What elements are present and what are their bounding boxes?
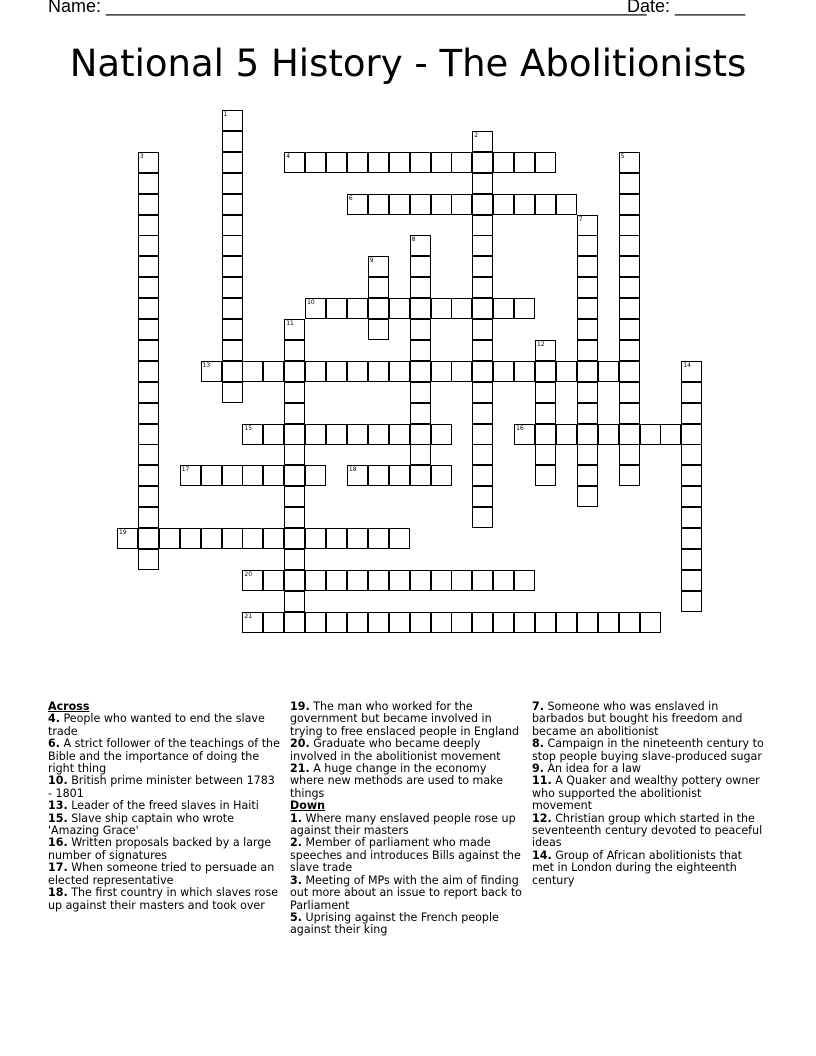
crossword-cell[interactable] bbox=[368, 277, 389, 298]
crossword-cell[interactable] bbox=[577, 612, 598, 633]
clue-number: 5 bbox=[620, 152, 625, 160]
crossword-cell[interactable] bbox=[431, 298, 452, 319]
crossword-cell[interactable] bbox=[138, 486, 159, 507]
crossword-cell[interactable] bbox=[472, 194, 493, 215]
crossword-cell[interactable] bbox=[472, 277, 493, 298]
crossword-cell[interactable] bbox=[535, 382, 556, 403]
date-field[interactable]: Date: _______ bbox=[627, 0, 746, 16]
page-title: National 5 History - The Abolitionists bbox=[69, 42, 747, 85]
crossword-cell[interactable] bbox=[410, 465, 431, 486]
crossword-cell[interactable] bbox=[284, 612, 305, 633]
crossword-cell[interactable] bbox=[619, 256, 640, 277]
crossword-cell[interactable] bbox=[619, 340, 640, 361]
crossword-cell[interactable] bbox=[347, 194, 368, 215]
crossword-cell[interactable] bbox=[431, 152, 452, 173]
crossword-cell[interactable] bbox=[619, 424, 640, 445]
crossword-cell[interactable] bbox=[472, 361, 493, 382]
crossword-cell[interactable] bbox=[598, 612, 619, 633]
crossword-cell[interactable] bbox=[138, 256, 159, 277]
crossword-cell[interactable] bbox=[347, 465, 368, 486]
crossword-cell[interactable] bbox=[368, 570, 389, 591]
crossword-cell[interactable] bbox=[138, 215, 159, 236]
crossword-cell[interactable] bbox=[493, 152, 514, 173]
crossword-cell[interactable] bbox=[556, 194, 577, 215]
crossword-cell[interactable] bbox=[284, 528, 305, 549]
crossword-cell[interactable] bbox=[305, 361, 326, 382]
crossword-cell[interactable] bbox=[222, 131, 243, 152]
crossword-cell[interactable] bbox=[577, 298, 598, 319]
crossword-cell[interactable] bbox=[431, 465, 452, 486]
down-clue: 9. An idea for a law bbox=[532, 762, 641, 776]
crossword-cell[interactable] bbox=[451, 298, 472, 319]
clue-number: 19 bbox=[119, 529, 127, 536]
across-heading: Across bbox=[48, 700, 90, 713]
name-field[interactable]: Name: ______________________________________________________ bbox=[48, 0, 647, 16]
crossword-cell[interactable] bbox=[535, 152, 556, 173]
crossword-cell[interactable] bbox=[410, 444, 431, 465]
crossword-cell[interactable] bbox=[263, 570, 284, 591]
crossword-cell[interactable] bbox=[431, 194, 452, 215]
crossword-cell[interactable] bbox=[577, 235, 598, 256]
crossword-cell[interactable] bbox=[577, 382, 598, 403]
crossword-cell[interactable] bbox=[410, 612, 431, 633]
down-clue: 1. Where many enslaved people rose up against their masters bbox=[290, 811, 516, 838]
crossword-cell[interactable] bbox=[472, 570, 493, 591]
crossword-cell[interactable] bbox=[619, 235, 640, 256]
crossword-cell[interactable] bbox=[138, 152, 159, 173]
crossword-cell[interactable] bbox=[619, 444, 640, 465]
crossword-cell[interactable] bbox=[284, 465, 305, 486]
crossword-cell[interactable] bbox=[117, 528, 138, 549]
crossword-cell[interactable] bbox=[472, 319, 493, 340]
crossword-cell[interactable] bbox=[389, 424, 410, 445]
crossword-cell[interactable] bbox=[222, 152, 243, 173]
crossword-cell[interactable] bbox=[263, 612, 284, 633]
clues-column-1 bbox=[48, 701, 280, 912]
crossword-cell[interactable] bbox=[326, 528, 347, 549]
crossword-cell[interactable] bbox=[472, 256, 493, 277]
across-clue: 10. British prime minister between 1783 - 1801 bbox=[48, 774, 275, 800]
crossword-cell[interactable] bbox=[222, 340, 243, 361]
crossword-cell[interactable] bbox=[222, 277, 243, 298]
crossword-cell[interactable] bbox=[326, 298, 347, 319]
crossword-cell[interactable] bbox=[681, 444, 702, 465]
clue-number: 18 bbox=[348, 466, 357, 474]
crossword-cell[interactable] bbox=[681, 486, 702, 507]
crossword-cell[interactable] bbox=[284, 424, 305, 445]
down-clue: 2. Member of parliament who made speeches and introduces Bills against the slave trade bbox=[290, 836, 521, 875]
crossword-cell[interactable] bbox=[535, 403, 556, 424]
crossword-cell[interactable] bbox=[431, 570, 452, 591]
down-clue: 14. Group of African abolitionists that met in London during the eighteenth century bbox=[532, 848, 742, 887]
crossword-cell[interactable] bbox=[347, 361, 368, 382]
crossword-cell[interactable] bbox=[451, 612, 472, 633]
crossword-cell[interactable] bbox=[368, 424, 389, 445]
crossword-cell[interactable] bbox=[389, 361, 410, 382]
crossword-cell[interactable] bbox=[305, 465, 326, 486]
crossword-cell[interactable] bbox=[577, 215, 598, 236]
crossword-cell[interactable] bbox=[284, 382, 305, 403]
crossword-cell[interactable] bbox=[201, 528, 222, 549]
crossword-cell[interactable] bbox=[389, 528, 410, 549]
crossword-cell[interactable] bbox=[389, 194, 410, 215]
crossword-cell[interactable] bbox=[598, 361, 619, 382]
crossword-cell[interactable] bbox=[284, 403, 305, 424]
clue-number: 4 bbox=[286, 152, 291, 160]
crossword-cell[interactable] bbox=[598, 424, 619, 445]
crossword-cell[interactable] bbox=[619, 298, 640, 319]
crossword-cell[interactable] bbox=[284, 444, 305, 465]
crossword-cell[interactable] bbox=[263, 361, 284, 382]
crossword-cell[interactable] bbox=[389, 465, 410, 486]
crossword-cell[interactable] bbox=[242, 361, 263, 382]
clue-number: 14 bbox=[683, 361, 691, 369]
crossword-cell[interactable] bbox=[305, 570, 326, 591]
crossword-cell[interactable] bbox=[472, 465, 493, 486]
crossword-cell[interactable] bbox=[326, 424, 347, 445]
crossword-cell[interactable] bbox=[138, 173, 159, 194]
crossword-cell[interactable] bbox=[577, 256, 598, 277]
crossword-cell[interactable] bbox=[514, 152, 535, 173]
crossword-cell[interactable] bbox=[347, 424, 368, 445]
crossword-cell[interactable] bbox=[138, 235, 159, 256]
crossword-cell[interactable] bbox=[326, 612, 347, 633]
crossword-cell[interactable] bbox=[222, 382, 243, 403]
crossword-cell[interactable] bbox=[681, 549, 702, 570]
crossword-cell[interactable] bbox=[138, 340, 159, 361]
crossword-cell[interactable] bbox=[368, 319, 389, 340]
crossword-cell[interactable] bbox=[284, 152, 305, 173]
crossword-cell[interactable] bbox=[242, 570, 263, 591]
crossword-cell[interactable] bbox=[347, 528, 368, 549]
crossword-cell[interactable] bbox=[138, 465, 159, 486]
crossword-cell[interactable] bbox=[410, 361, 431, 382]
crossword-cell[interactable] bbox=[284, 486, 305, 507]
down-clue: 3. Meeting of MPs with the aim of finding out more about an issue to report back to Parliament bbox=[290, 873, 522, 912]
crossword-cell[interactable] bbox=[368, 612, 389, 633]
crossword-cell[interactable] bbox=[368, 152, 389, 173]
crossword-cell[interactable] bbox=[242, 424, 263, 445]
crossword-cell[interactable] bbox=[472, 298, 493, 319]
across-clue: 17. When someone tried to persuade an elected representative bbox=[48, 861, 275, 887]
crossword-cell[interactable] bbox=[410, 194, 431, 215]
crossword-cell[interactable] bbox=[640, 612, 661, 633]
crossword-cell[interactable] bbox=[222, 110, 243, 131]
crossword-cell[interactable] bbox=[493, 361, 514, 382]
clue-number: 11 bbox=[286, 320, 294, 327]
crossword-cell[interactable] bbox=[263, 465, 284, 486]
crossword-cell[interactable] bbox=[619, 277, 640, 298]
crossword-cell[interactable] bbox=[681, 570, 702, 591]
crossword-cell[interactable] bbox=[138, 549, 159, 570]
crossword-cell[interactable] bbox=[410, 235, 431, 256]
clue-number: 16 bbox=[516, 424, 524, 432]
crossword-cell[interactable] bbox=[472, 424, 493, 445]
across-clue: 16. Written proposals backed by a large number of signatures bbox=[48, 836, 272, 862]
crossword-cell[interactable] bbox=[180, 528, 201, 549]
crossword-cell[interactable] bbox=[493, 194, 514, 215]
crossword-cell[interactable] bbox=[222, 361, 243, 382]
clue-number: 21 bbox=[244, 612, 253, 620]
across-clue: 18. The first country in which slaves rose up against their masters and took over bbox=[48, 886, 279, 912]
crossword-cell[interactable] bbox=[368, 194, 389, 215]
crossword-cell[interactable] bbox=[138, 424, 159, 445]
clue-number: 12 bbox=[537, 340, 545, 348]
crossword-cell[interactable] bbox=[681, 591, 702, 612]
crossword-cell[interactable] bbox=[305, 298, 326, 319]
across-clue: 21. A huge change in the economy where new methods are used to make things bbox=[290, 762, 503, 800]
crossword-cell[interactable] bbox=[619, 152, 640, 173]
crossword-cell[interactable] bbox=[305, 528, 326, 549]
crossword-cell[interactable] bbox=[410, 319, 431, 340]
crossword-cell[interactable] bbox=[681, 465, 702, 486]
crossword-cell[interactable] bbox=[514, 361, 535, 382]
crossword-cell[interactable] bbox=[514, 298, 535, 319]
crossword-cell[interactable] bbox=[472, 486, 493, 507]
crossword-cell[interactable] bbox=[305, 152, 326, 173]
crossword-cell[interactable] bbox=[577, 340, 598, 361]
clue-number: 13 bbox=[202, 361, 211, 369]
crossword-cell[interactable] bbox=[535, 340, 556, 361]
clue-number: 1 bbox=[223, 111, 228, 118]
crossword-cell[interactable] bbox=[389, 570, 410, 591]
crossword-cell[interactable] bbox=[681, 403, 702, 424]
crossword-cell[interactable] bbox=[410, 403, 431, 424]
crossword-cell[interactable] bbox=[138, 444, 159, 465]
clue-number: 9 bbox=[369, 257, 374, 265]
crossword-cell[interactable] bbox=[619, 215, 640, 236]
crossword-cell[interactable] bbox=[451, 152, 472, 173]
down-clue: 8. Campaign in the nineteenth century to stop people buying slave-produced sugar bbox=[532, 737, 764, 763]
crossword-cell[interactable] bbox=[514, 612, 535, 633]
clue-number: 3 bbox=[139, 152, 144, 160]
crossword-cell[interactable] bbox=[368, 361, 389, 382]
crossword-cell[interactable] bbox=[138, 319, 159, 340]
crossword-cell[interactable] bbox=[535, 612, 556, 633]
crossword-cell[interactable] bbox=[619, 403, 640, 424]
crossword-cell[interactable] bbox=[535, 465, 556, 486]
crossword-cell[interactable] bbox=[493, 570, 514, 591]
crossword-cell[interactable] bbox=[577, 465, 598, 486]
clue-number: 10 bbox=[307, 299, 315, 307]
crossword-cell[interactable] bbox=[410, 152, 431, 173]
crossword-cell[interactable] bbox=[472, 382, 493, 403]
crossword-cell[interactable] bbox=[577, 361, 598, 382]
crossword-cell[interactable] bbox=[472, 403, 493, 424]
crossword-cell[interactable] bbox=[201, 465, 222, 486]
crossword-cell[interactable] bbox=[681, 361, 702, 382]
clue-number: 17 bbox=[181, 466, 190, 474]
across-clue: 15. Slave ship captain who wrote 'Amazing Grace' bbox=[48, 811, 234, 838]
crossword-cell[interactable] bbox=[222, 465, 243, 486]
clue-number: 2 bbox=[474, 131, 479, 139]
across-clue: 19. The man who worked for the government but became involved in trying to free enslaced people in England bbox=[290, 700, 520, 738]
across-clue: 20. Graduate who became deeply involved in the abolitionist movement bbox=[290, 737, 501, 763]
crossword-cell[interactable] bbox=[347, 570, 368, 591]
crossword-cell[interactable] bbox=[410, 298, 431, 319]
crossword-cell[interactable] bbox=[410, 570, 431, 591]
crossword-cell[interactable] bbox=[472, 152, 493, 173]
crossword-cell[interactable] bbox=[660, 424, 681, 445]
crossword-cell[interactable] bbox=[577, 486, 598, 507]
crossword-cell[interactable] bbox=[347, 298, 368, 319]
crossword-cell[interactable] bbox=[138, 382, 159, 403]
crossword-cell[interactable] bbox=[577, 444, 598, 465]
down-clue: 7. Someone who was enslaved in barbados but bought his freedom and became an abolitionist bbox=[532, 700, 743, 738]
crossword-cell[interactable] bbox=[410, 424, 431, 445]
crossword-cell[interactable] bbox=[514, 424, 535, 445]
crossword-cell[interactable] bbox=[535, 444, 556, 465]
crossword-cell[interactable] bbox=[222, 235, 243, 256]
crossword-cell[interactable] bbox=[556, 361, 577, 382]
crossword-cell[interactable] bbox=[619, 382, 640, 403]
crossword-cell[interactable] bbox=[138, 507, 159, 528]
crossword-cell[interactable] bbox=[284, 570, 305, 591]
crossword-cell[interactable] bbox=[326, 361, 347, 382]
crossword-cell[interactable] bbox=[138, 194, 159, 215]
crossword-cell[interactable] bbox=[410, 256, 431, 277]
crossword-cell[interactable] bbox=[514, 570, 535, 591]
crossword-cell[interactable] bbox=[284, 549, 305, 570]
crossword-cell[interactable] bbox=[577, 403, 598, 424]
down-clue: 11. A Quaker and wealthy pottery owner who supported the abolitionist movement bbox=[532, 774, 760, 813]
crossword-cell[interactable] bbox=[242, 528, 263, 549]
crossword-cell[interactable] bbox=[284, 340, 305, 361]
crossword-cell[interactable] bbox=[640, 424, 661, 445]
crossword-cell[interactable] bbox=[284, 591, 305, 612]
down-heading: Down bbox=[290, 799, 325, 813]
crossword-cell[interactable] bbox=[472, 235, 493, 256]
crossword-cell[interactable] bbox=[222, 319, 243, 340]
crossword-cell[interactable] bbox=[681, 424, 702, 445]
crossword-cell[interactable] bbox=[368, 465, 389, 486]
crossword-cell[interactable] bbox=[389, 298, 410, 319]
crossword-cell[interactable] bbox=[619, 361, 640, 382]
crossword-cell[interactable] bbox=[556, 424, 577, 445]
crossword-cell[interactable] bbox=[577, 319, 598, 340]
crossword-cell[interactable] bbox=[619, 319, 640, 340]
crossword-cell[interactable] bbox=[431, 424, 452, 445]
crossword-cell[interactable] bbox=[222, 256, 243, 277]
crossword-cell[interactable] bbox=[681, 382, 702, 403]
down-clue: 5. Uprising against the French people against their king bbox=[290, 910, 499, 937]
crossword-cell[interactable] bbox=[472, 612, 493, 633]
across-clue: 4. People who wanted to end the slave trade bbox=[48, 712, 265, 738]
crossword-cell[interactable] bbox=[389, 612, 410, 633]
crossword-cell[interactable] bbox=[619, 194, 640, 215]
crossword-cell[interactable] bbox=[222, 194, 243, 215]
crossword-cell[interactable] bbox=[368, 256, 389, 277]
crossword-cell[interactable] bbox=[619, 612, 640, 633]
crossword-cell[interactable] bbox=[242, 465, 263, 486]
clues-column-2 bbox=[290, 701, 522, 937]
clue-number: 15 bbox=[244, 424, 253, 432]
crossword-cell[interactable] bbox=[222, 298, 243, 319]
crossword-cell[interactable] bbox=[577, 424, 598, 445]
crossword-cell[interactable] bbox=[410, 340, 431, 361]
clue-number: 20 bbox=[244, 570, 253, 578]
crossword-cell[interactable] bbox=[284, 507, 305, 528]
crossword-cell[interactable] bbox=[159, 528, 180, 549]
crossword-cell[interactable] bbox=[472, 507, 493, 528]
crossword-cell[interactable] bbox=[138, 277, 159, 298]
crossword-cell[interactable] bbox=[347, 152, 368, 173]
down-clue: 12. Christian group which started in the seventeenth century devoted to peaceful ideas bbox=[532, 811, 763, 850]
crossword-cell[interactable] bbox=[556, 612, 577, 633]
crossword-cell[interactable] bbox=[472, 173, 493, 194]
clue-number: 6 bbox=[348, 194, 353, 202]
crossword-cell[interactable] bbox=[284, 319, 305, 340]
crossword-cell[interactable] bbox=[180, 465, 201, 486]
crossword-cell[interactable] bbox=[431, 612, 452, 633]
crossword-cell[interactable] bbox=[472, 131, 493, 152]
crossword-cell[interactable] bbox=[222, 173, 243, 194]
crossword-cell[interactable] bbox=[472, 444, 493, 465]
crossword-cell[interactable] bbox=[472, 340, 493, 361]
crossword-cell[interactable] bbox=[305, 424, 326, 445]
crossword-cell[interactable] bbox=[389, 152, 410, 173]
crossword-cell[interactable] bbox=[138, 403, 159, 424]
crossword-cell[interactable] bbox=[619, 173, 640, 194]
crossword-cell[interactable] bbox=[222, 215, 243, 236]
crossword-cell[interactable] bbox=[493, 298, 514, 319]
crossword-cell[interactable] bbox=[535, 361, 556, 382]
crossword-cell[interactable] bbox=[201, 361, 222, 382]
clue-number: 8 bbox=[411, 236, 416, 244]
crossword-cell[interactable] bbox=[138, 528, 159, 549]
crossword-cell[interactable] bbox=[326, 570, 347, 591]
crossword-cell[interactable] bbox=[222, 528, 243, 549]
across-clue: 6. A strict follower of the teachings of the Bible and the importance of doing the right thing bbox=[48, 737, 280, 776]
crossword-cell[interactable] bbox=[410, 382, 431, 403]
crossword-cell[interactable] bbox=[493, 612, 514, 633]
crossword-cell[interactable] bbox=[451, 194, 472, 215]
across-clue: 13. Leader of the freed slaves in Haiti bbox=[48, 799, 259, 813]
crossword-cell[interactable] bbox=[242, 612, 263, 633]
crossword-cell[interactable] bbox=[472, 215, 493, 236]
crossword-cell[interactable] bbox=[535, 424, 556, 445]
crossword-cell[interactable] bbox=[451, 361, 472, 382]
crossword-cell[interactable] bbox=[514, 194, 535, 215]
crossword-cell[interactable] bbox=[284, 361, 305, 382]
crossword-cell[interactable] bbox=[368, 528, 389, 549]
crossword-cell[interactable] bbox=[410, 277, 431, 298]
crossword-cell[interactable] bbox=[138, 298, 159, 319]
crossword-cell[interactable] bbox=[368, 298, 389, 319]
crossword-cell[interactable] bbox=[347, 612, 368, 633]
crossword-cell[interactable] bbox=[431, 361, 452, 382]
crossword-cell[interactable] bbox=[619, 465, 640, 486]
crossword-cell[interactable] bbox=[577, 277, 598, 298]
clues-column-3 bbox=[532, 701, 764, 887]
crossword-cell[interactable] bbox=[138, 361, 159, 382]
crossword-cell[interactable] bbox=[263, 424, 284, 445]
crossword-cell[interactable] bbox=[451, 570, 472, 591]
crossword-cell[interactable] bbox=[681, 528, 702, 549]
crossword-cell[interactable] bbox=[326, 152, 347, 173]
crossword-cell[interactable] bbox=[263, 528, 284, 549]
crossword-cell[interactable] bbox=[681, 507, 702, 528]
crossword-cell[interactable] bbox=[535, 194, 556, 215]
clue-number: 7 bbox=[578, 215, 583, 223]
crossword-cell[interactable] bbox=[305, 612, 326, 633]
